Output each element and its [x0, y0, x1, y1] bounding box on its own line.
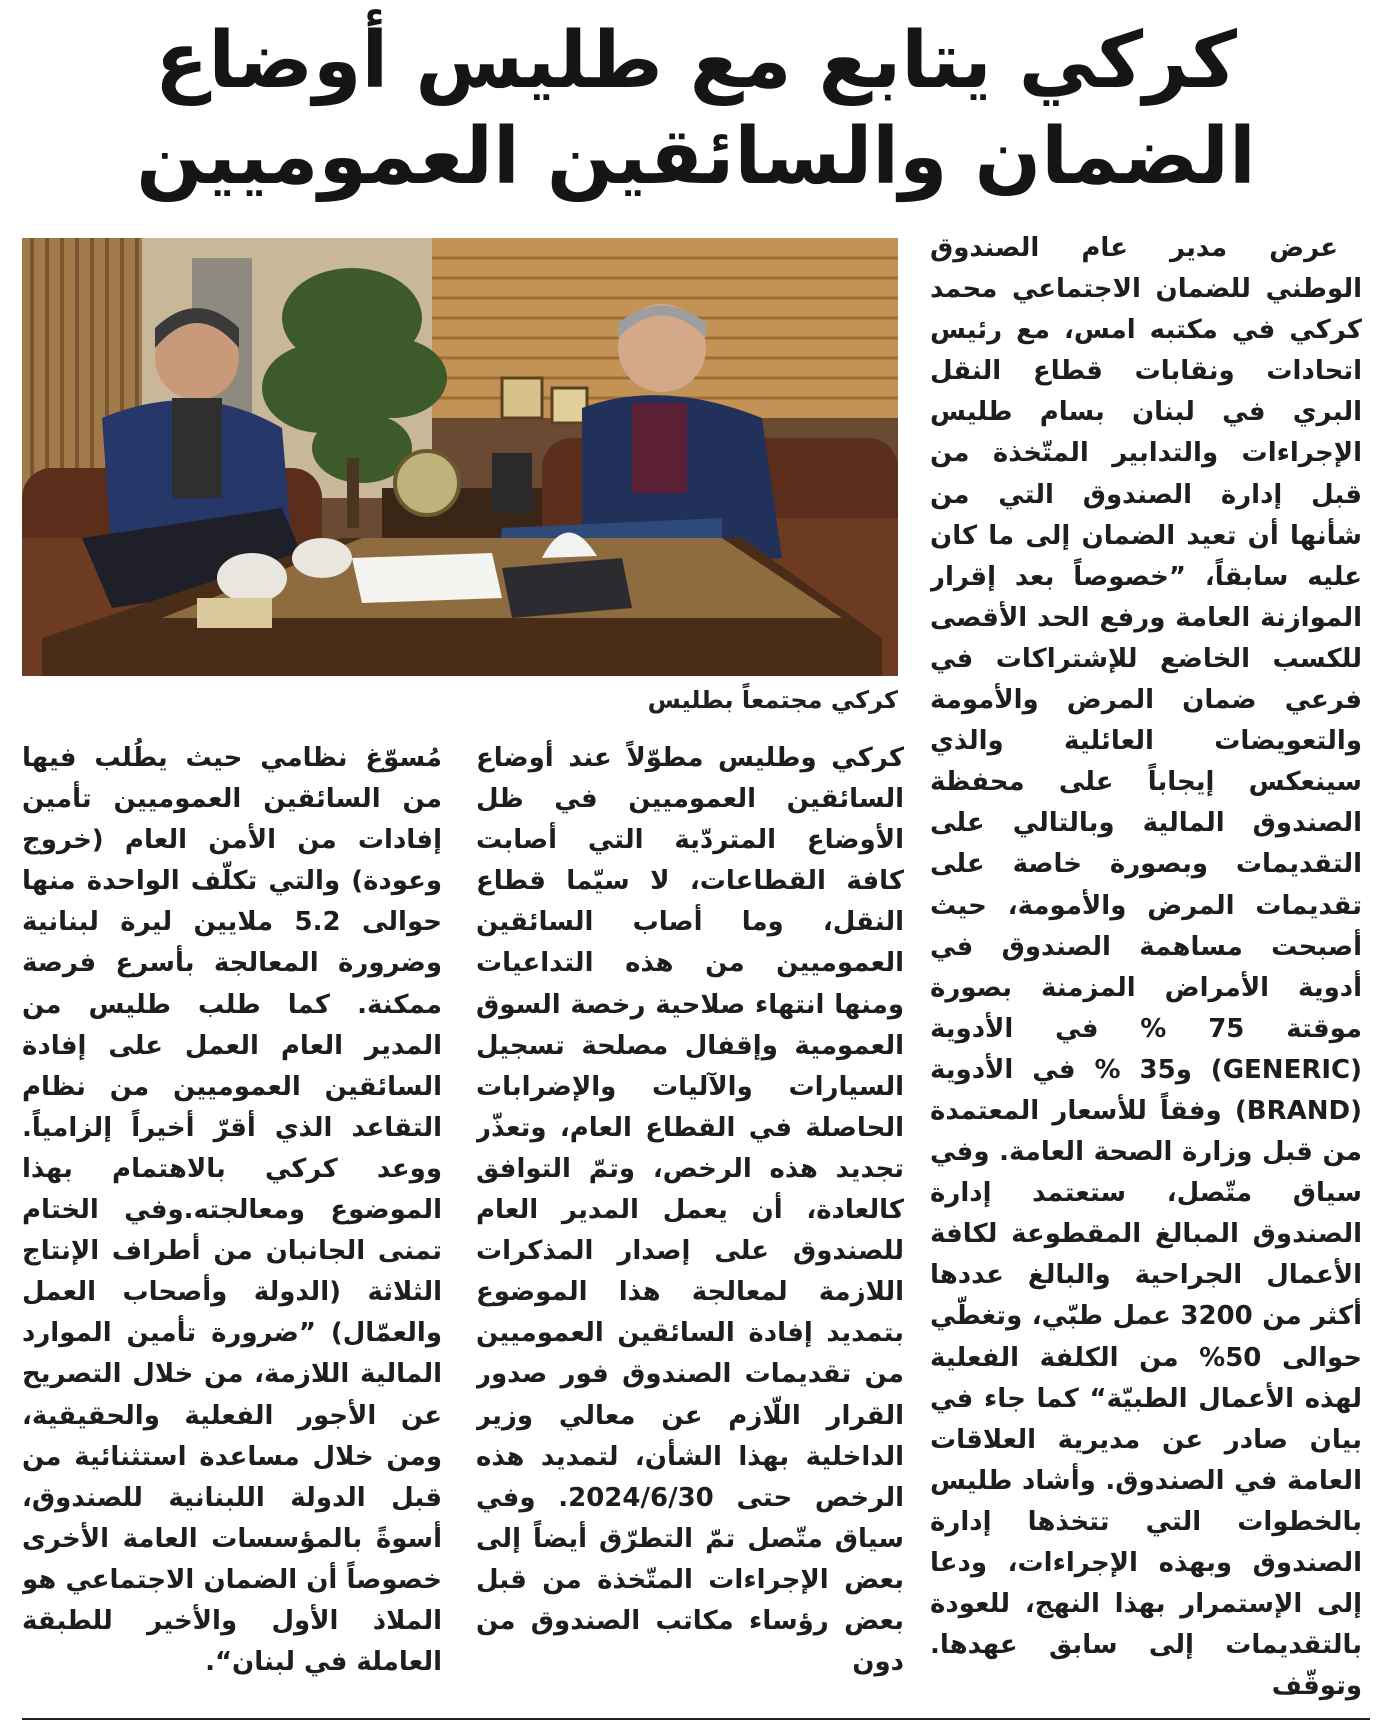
article-column-left: [22, 738, 442, 1713]
article-paragraph: كركي وطليس مطوّلاً عند أوضاع السائقين العموميين في ظل الأوضاع المتردّية التي أصابت كافة القطاعات، لا سيّما قطاع النقل، وما أصاب السائقين العموميين من هذه التداعيات ومنها انتهاء صلاحية رخصة السوق العمومية وإقفال مصلحة تسجيل السيارات والآليات والإضرابات الحاصلة في القطاع العام، وتعذّر تجديد هذه الرخص، وتمّ التوافق كالعادة، أن يعمل المدير العام للصندوق على إصدار المذكرات اللازمة لمعالجة هذا الموضوع بتمديد إفادة السائقين العموميين من تقديمات الصندوق فور صدور القرار اللّازم عن معالي وزير الداخلية بهذا الشأن، لتمديد هذه الرخص حتى 2024/6/30. وفي سياق متّصل تمّ التطرّق أيضاً إلى بعض الإجراءات المتّخذة من قبل بعض رؤساء مكاتب الصندوق من دون: [476, 743, 904, 1678]
headline-line-2: الضمان والسائقين العموميين: [136, 112, 1256, 202]
article-column-middle: [476, 738, 904, 1713]
article-column-right: [930, 228, 1362, 1708]
article-paragraph: مُسوّغ نظامي حيث يطُلب فيها من السائقين العموميين تأمين إفادات من الأمن العام (خروج وعودة) والتي تكلّف الواحدة منها حوالى 5.2 ملايين ليرة لبنانية وضرورة المعالجة بأسرع فرصة ممكنة. كما طلب طليس من المدير العام العمل على إفادة السائقين العموميين من نظام التقاعد الذي أقرّ أخيراً إلزامياً. ووعد كركي بالاهتمام بهذا الموضوع ومعالجته.وفي الختام تمنى الجانبان من أطراف الإنتاج الثلاثة (الدولة وأصحاب العمل والعمّال) ”ضرورة تأمين الموارد المالية اللازمة، من خلال التصريح عن الأجور الفعلية والحقيقية، ومن خلال مساعدة استثنائية من قبل الدولة اللبنانية للصندوق، أسوةً بالمؤسسات العامة الأخرى خصوصاً أن الضمان الاجتماعي هو الملاذ الأول والأخير للطبقة العاملة في لبنان“.: [22, 743, 442, 1678]
headline-line-1: كركي يتابع مع طليس أوضاع: [155, 16, 1237, 106]
bottom-rule: [22, 1718, 1370, 1720]
article-photo: [22, 238, 898, 676]
article-paragraph: عرض مدير عام الصندوق الوطني للضمان الاجتماعي محمد كركي في مكتبه امس، مع رئيس اتحادات ونقابات قطاع النقل البري في لبنان بسام طليس الإجراءات والتدابير المتّخذة من قبل إدارة الصندوق التي من شأنها أن تعيد الضمان إلى ما كان عليه سابقاً، ”خصوصاً بعد إقرار الموازنة العامة ورفع الحد الأقصى للكسب الخاضع للإشتراكات في فرعي ضمان المرض والأمومة والتعويضات العائلية والذي سينعكس إيجاباً على محفظة الصندوق المالية وبالتالي على التقديمات وبصورة خاصة على تقديمات المرض والأمومة، حيث أصبحت مساهمة الصندوق في أدوية الأمراض المزمنة بصورة موقتة 75 % في الأدوية (GENERIC) و35 % في الأدوية (BRAND) وفقاً للأسعار المعتمدة من قبل وزارة الصحة العامة. وفي سياق متّصل، ستعتمد إدارة الصندوق المبالغ المقطوعة لكافة الأعمال الجراحية والبالغ عددها أكثر من 3200 عمل طبّي، وتغطّي حوالى 50% من الكلفة الفعلية لهذه الأعمال الطبيّة“ كما جاء في بيان صادر عن مديرية العلاقات العامة في الصندوق. وأشاد طليس بالخطوات التي تتخذها إدارة الصندوق وبهذه الإجراءات، ودعا إلى الإستمرار بهذا النهج، للعودة بالتقديمات إلى سابق عهدها. وتوقّف: [930, 233, 1362, 1702]
photo-caption: كركي مجتمعاً بطليس: [647, 686, 898, 714]
